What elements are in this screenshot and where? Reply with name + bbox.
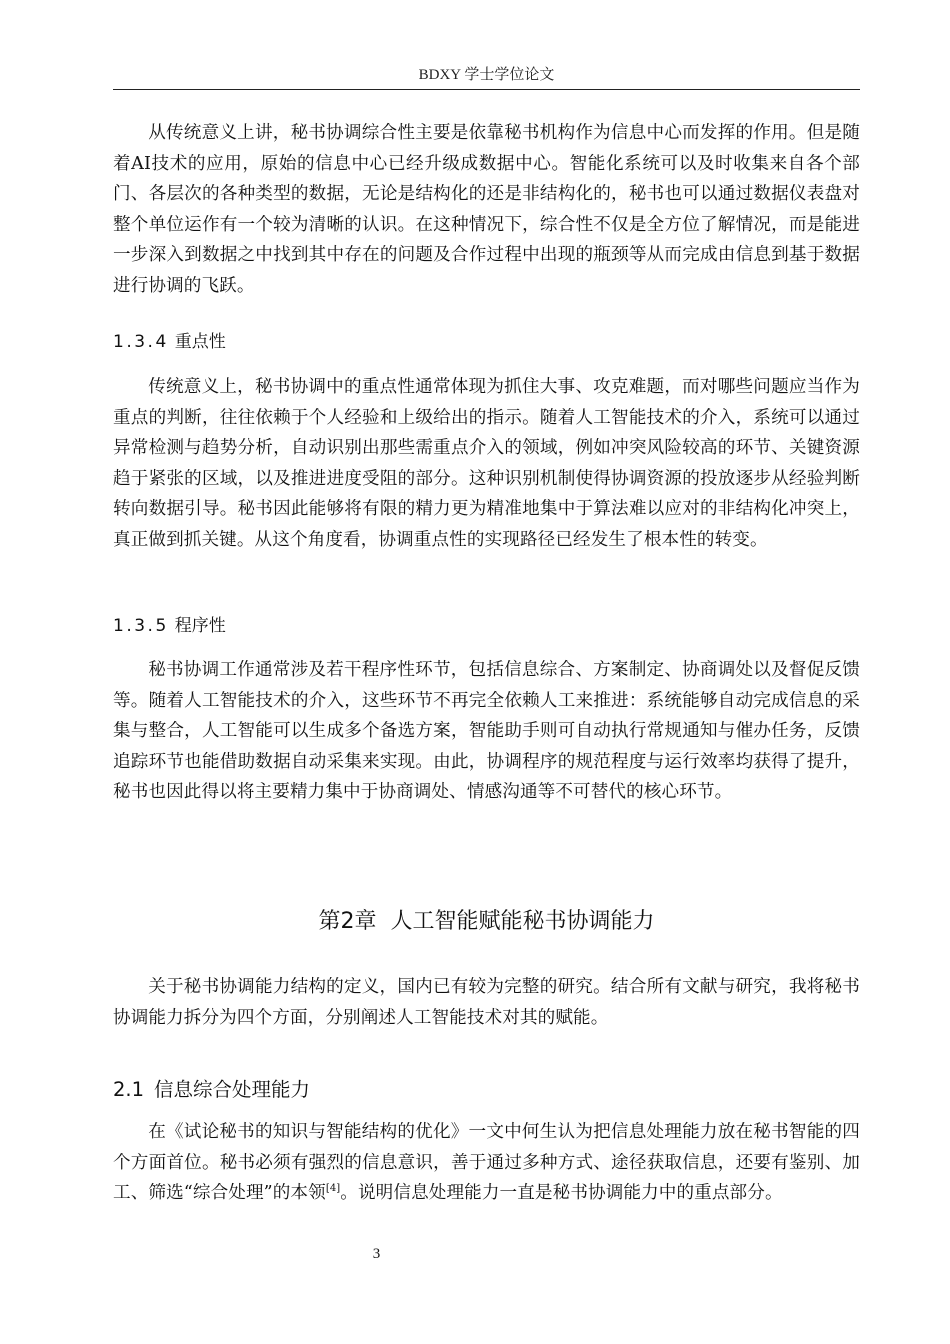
chapter-number: 第2章 [318,909,377,934]
chapter-heading [113,907,860,937]
paragraph-priority [113,372,860,555]
section-number: 2.1 [113,1078,145,1101]
paragraph-text: 关于秘书协调能力结构的定义，国内已有较为完整的研究。结合所有文献与研究，我将秘书协调能力拆分为四个方面，分别阐述人工智能技术对其的赋能。 [113,977,860,1028]
page-number: 3 [372,1246,381,1262]
paragraph-text-part: 。说明信息处理能力一直是秘书协调能力中的重点部分。 [340,1183,783,1203]
subsection-number: 1.3.4 [113,332,169,352]
header-divider [113,89,860,90]
chapter-title: 人工智能赋能秘书协调能力 [390,909,655,934]
subsection-title: 重点性 [174,332,226,352]
paragraph-chapter-intro [113,972,860,1033]
section-title: 信息综合处理能力 [154,1078,311,1101]
subsection-number: 1.3.5 [113,616,169,636]
paragraph-text: 传统意义上，秘书协调中的重点性通常体现为抓住大事、攻克难题，而对哪些问题应当作为重点的判断，往往依赖于个人经验和上级给出的指示。随着人工智能技术的介入，系统可以通过异常检测与趋势分析，自动识别出那些需重点介入的领域，例如冲突风险较高的环节、关键资源趋于紧张的区域，以及推进进度受阻的部分。这种识别机制使得协调资源的投放逐步从经验判断转向数据引导。秘书因此能够将有限的精力更为精准地集中于算法难以应对的非结构化冲突上，真正做到抓关键。从这个角度看，协调重点性的实现路径已经发生了根本性的转变。 [113,377,860,550]
subsection-heading-1-3-5 [113,614,226,638]
paragraph-text [113,1117,860,1209]
running-header: BDXY 学士学位论文 [418,67,555,83]
paragraph-procedure [113,655,860,808]
paragraph-information-processing [113,1117,860,1209]
paragraph-text: 从传统意义上讲，秘书协调综合性主要是依靠秘书机构作为信息中心而发挥的作用。但是随着AI技术的应用，原始的信息中心已经升级成数据中心。智能化系统可以及时收集来自各个部门、各层次的各种类型的数据，无论是结构化的还是非结构化的，秘书也可以通过数据仪表盘对整个单位运作有一个较为清晰的认识。在这种情况下，综合性不仅是全方位了解情况，而是能进一步深入到数据之中找到其中存在的问题及合作过程中出现的瓶颈等从而完成由信息到基于数据进行协调的飞跃。 [113,123,861,296]
subsection-title: 程序性 [174,616,226,636]
citation-reference[interactable]: [4] [325,1183,341,1195]
section-heading-2-1 [113,1077,310,1103]
subsection-heading-1-3-4 [113,330,226,354]
paragraph-text-part: 在《试论秘书的知识与智能结构的优化》一文中何生认为把信息处理能力放在秘书智能的四个方面首位。秘书必须有强烈的信息意识，善于通过多种方式、途径获取信息，还要有鉴别、加工、筛选“综合处理”的本领 [113,1122,860,1203]
paragraph-integration [113,118,860,301]
paragraph-text: 秘书协调工作通常涉及若干程序性环节，包括信息综合、方案制定、协商调处以及督促反馈等。随着人工智能技术的介入，这些环节不再完全依赖人工来推进：系统能够自动完成信息的采集与整合，人工智能可以生成多个备选方案，智能助手则可自动执行常规通知与催办任务，反馈追踪环节也能借助数据自动采集来实现。由此，协调程序的规范程度与运行效率均获得了提升，秘书也因此得以将主要精力集中于协商调处、情感沟通等不可替代的核心环节。 [113,660,860,802]
